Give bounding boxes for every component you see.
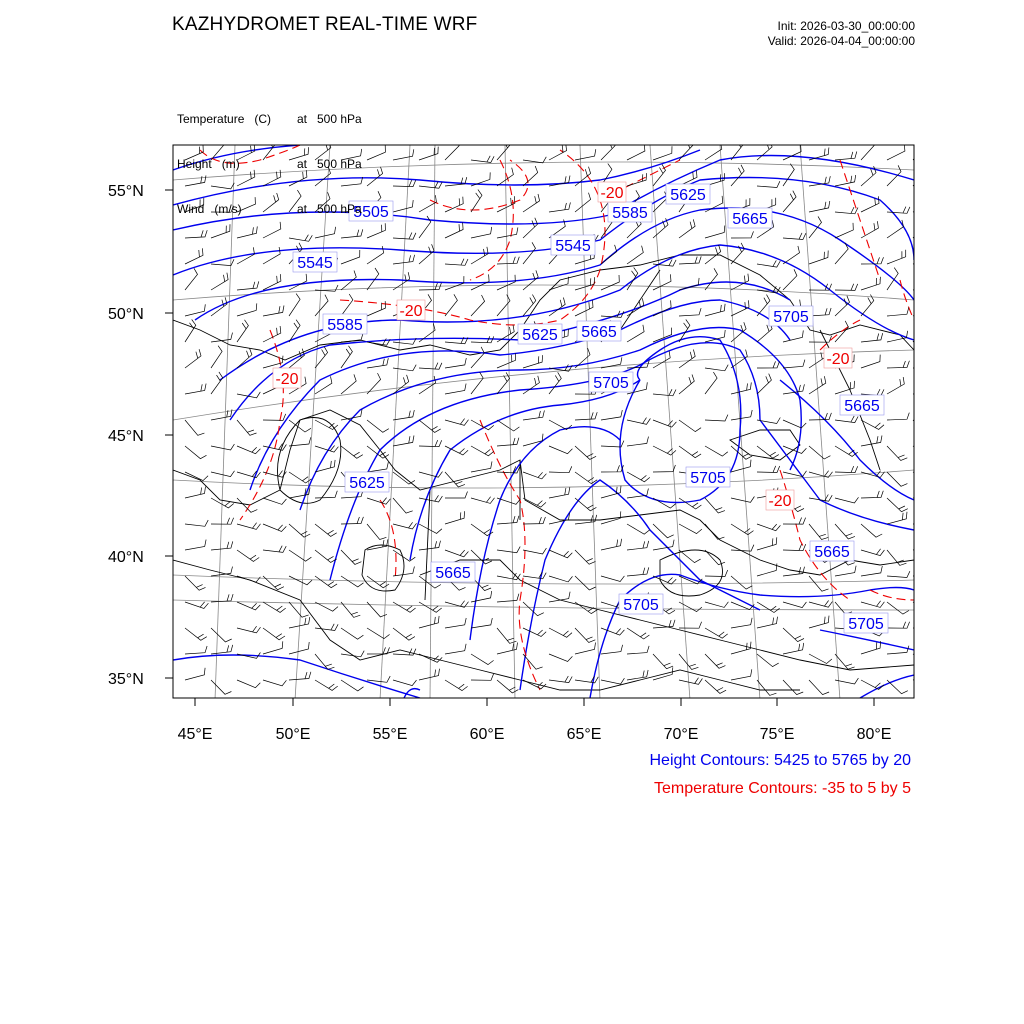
temperature-label: -20 bbox=[600, 185, 624, 202]
wind-barb bbox=[913, 164, 925, 186]
wind-barb bbox=[913, 602, 935, 614]
field-name: Height (m) bbox=[177, 157, 240, 171]
contour-label-box bbox=[323, 314, 367, 334]
height-label: 5625 bbox=[349, 475, 385, 492]
height-label: 5625 bbox=[522, 327, 558, 344]
wind-barb bbox=[913, 517, 936, 524]
height-label: 5705 bbox=[690, 470, 726, 487]
height-label: 5545 bbox=[555, 238, 591, 255]
contour-label-box bbox=[518, 324, 562, 344]
contour-label-box bbox=[608, 202, 652, 222]
height-label: 5585 bbox=[327, 317, 363, 334]
field-name: Temperature (C) bbox=[177, 112, 272, 126]
lat-label: 50°N bbox=[108, 306, 144, 323]
lat-label: 35°N bbox=[108, 671, 144, 688]
field-level: at 500 hPa bbox=[297, 112, 362, 126]
height-label: 5705 bbox=[623, 597, 659, 614]
wind-barb bbox=[913, 252, 933, 264]
height-label: 5665 bbox=[732, 211, 768, 228]
contour-label-box bbox=[598, 182, 626, 202]
height-label: 5545 bbox=[297, 255, 333, 272]
temperature-label: -20 bbox=[768, 493, 792, 510]
wind-barb bbox=[913, 420, 933, 435]
contour-label-box bbox=[666, 184, 710, 204]
height-label: 5665 bbox=[814, 544, 850, 561]
contour-label-box bbox=[551, 235, 595, 255]
wind-barb bbox=[913, 472, 936, 483]
height-label: 5705 bbox=[773, 309, 809, 326]
field-level: at 500 hPa bbox=[297, 157, 362, 171]
contour-label-box bbox=[824, 348, 852, 368]
lon-label: 60°E bbox=[469, 726, 505, 743]
longitude-labels bbox=[178, 726, 892, 743]
contour-label-box bbox=[589, 372, 633, 392]
map-title: KAZHYDROMET REAL-TIME WRF bbox=[172, 14, 478, 35]
height-label: 5665 bbox=[435, 565, 471, 582]
wind-barb bbox=[913, 568, 935, 576]
field-row bbox=[177, 157, 362, 172]
lat-label: 55°N bbox=[108, 183, 144, 200]
height-label: 5665 bbox=[581, 324, 617, 341]
height-label: 5705 bbox=[848, 616, 884, 633]
contour-label-box bbox=[293, 252, 337, 272]
lon-label: 80°E bbox=[856, 726, 892, 743]
lon-label: 65°E bbox=[566, 726, 602, 743]
wind-barb bbox=[913, 654, 935, 666]
wind-barb bbox=[913, 623, 936, 630]
run-times bbox=[768, 19, 915, 49]
field-level: at 500 hPa bbox=[297, 202, 362, 216]
temperature-contour-info: Temperature Contours: -35 to 5 by 5 bbox=[653, 780, 911, 797]
contour-label-box bbox=[345, 472, 389, 492]
latitude-labels bbox=[108, 183, 144, 688]
contour-label-box bbox=[686, 467, 730, 487]
contour-label-box bbox=[844, 613, 888, 633]
wind-barb bbox=[913, 278, 933, 290]
temperature-label: -20 bbox=[399, 303, 423, 320]
init-time: Init: 2026-03-30_00:00:00 bbox=[777, 19, 915, 33]
contour-label-box bbox=[728, 208, 772, 228]
contour-label-box bbox=[619, 594, 663, 614]
lon-label: 45°E bbox=[177, 726, 213, 743]
field-row bbox=[177, 112, 362, 127]
contour-label-box bbox=[273, 368, 301, 388]
height-label: 5625 bbox=[670, 187, 706, 204]
lon-label: 70°E bbox=[663, 726, 699, 743]
height-contour-info: Height Contours: 5425 to 5765 by 20 bbox=[649, 752, 911, 769]
height-label: 5505 bbox=[353, 204, 389, 221]
contour-label-box bbox=[840, 395, 884, 415]
contour-label-box bbox=[766, 490, 794, 510]
wind-barb bbox=[913, 320, 924, 342]
wind-barb bbox=[913, 299, 930, 316]
contour-label-box bbox=[397, 300, 425, 320]
contour-label-box bbox=[810, 541, 854, 561]
wind-barb bbox=[913, 385, 935, 394]
wind-barb bbox=[913, 138, 925, 160]
wind-barb bbox=[913, 538, 933, 551]
contour-label-box bbox=[769, 306, 813, 326]
lat-label: 40°N bbox=[108, 549, 144, 566]
height-label: 5705 bbox=[593, 375, 629, 392]
contour-label-box bbox=[577, 321, 621, 341]
field-name: Wind (m/s) bbox=[177, 202, 242, 216]
height-label: 5665 bbox=[844, 398, 880, 415]
wind-barb bbox=[913, 216, 925, 238]
wind-barb bbox=[913, 489, 935, 498]
lon-label: 55°E bbox=[372, 726, 408, 743]
wind-barb bbox=[913, 197, 931, 212]
temperature-label: -20 bbox=[275, 371, 299, 388]
temperature-label: -20 bbox=[826, 351, 850, 368]
height-label: 5585 bbox=[612, 205, 648, 222]
wind-barb bbox=[913, 669, 934, 680]
lat-label: 45°N bbox=[108, 428, 144, 445]
lon-label: 50°E bbox=[275, 726, 311, 743]
wind-barb bbox=[913, 446, 935, 459]
field-descriptions bbox=[177, 82, 362, 232]
contour-label-box bbox=[431, 562, 475, 582]
valid-time: Valid: 2026-04-04_00:00:00 bbox=[767, 34, 915, 48]
wind-barb bbox=[913, 362, 936, 369]
lon-label: 75°E bbox=[759, 726, 795, 743]
field-row bbox=[177, 202, 362, 217]
